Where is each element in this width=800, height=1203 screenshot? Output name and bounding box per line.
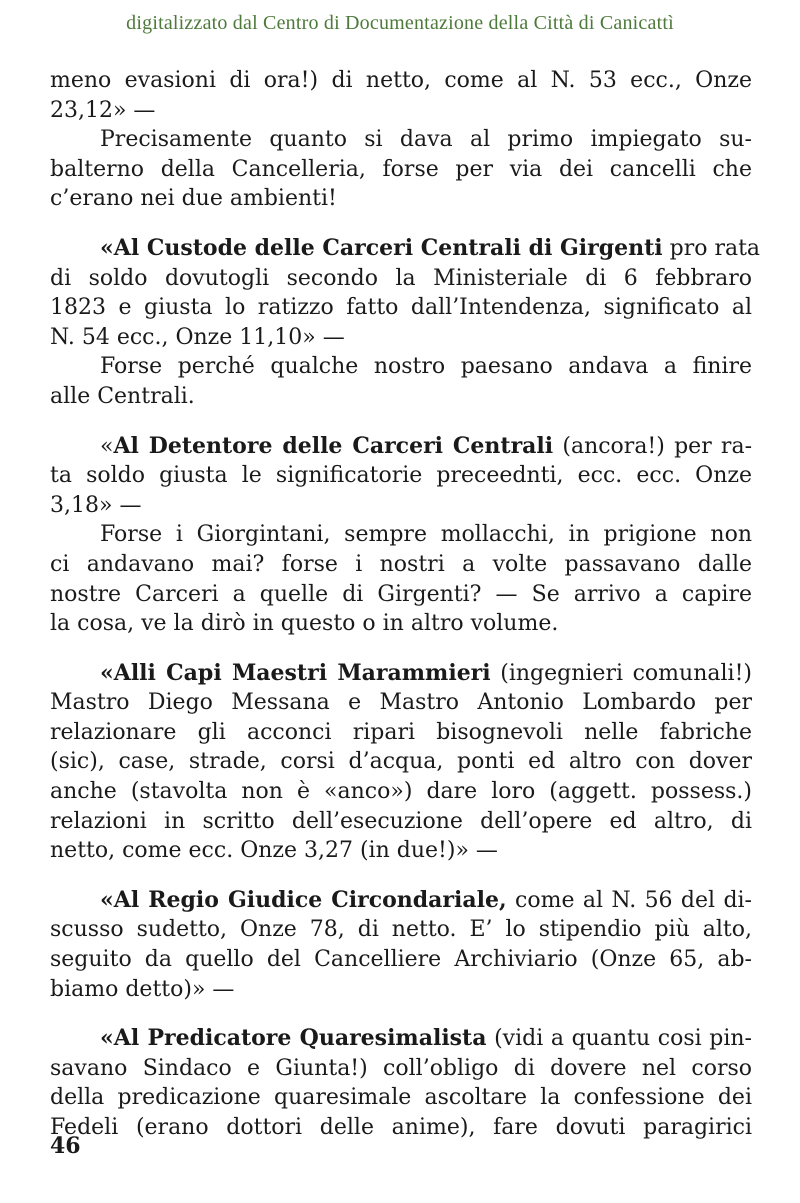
text-line: Mastro Diego Messana e Mastro Antonio Lombardo per (50, 690, 752, 716)
paragraph-2 (50, 125, 752, 214)
paragraph-gap (50, 214, 752, 234)
entry-heading: «Alli Capi Maestri Marammieri (100, 659, 491, 686)
text-line: alle Centrali. (50, 383, 195, 409)
text-line: 3,18» — (50, 492, 142, 518)
entry-heading: Al Detentore delle Carceri Centrali (113, 432, 554, 459)
text-line: ta soldo giusta le significatorie preceednti, ecc. ecc. Onze (50, 463, 752, 489)
text-line: meno evasioni di ora!) di netto, come al N. 53 ecc., Onze (50, 68, 752, 93)
entry-text: come al N. 56 del di- (506, 887, 752, 913)
text-line: anche (stavolta non è «anco») dare loro (aggett. possess.) (50, 779, 752, 805)
paragraph-7 (50, 659, 752, 866)
text-line: scusso sudetto, Onze 78, di netto. E’ lo stipendio più alto, (50, 917, 752, 943)
entry-text: (ingegnieri comunali!) (490, 660, 752, 686)
text-line: 23,12» — (50, 97, 156, 123)
entry-text: (vidi a quantu cosi pin- (486, 1026, 752, 1052)
text-line: balterno della Cancelleria, forse per via dei cancelli che (50, 156, 752, 182)
text-line: la cosa, ve la dirò in questo o in altro volume. (50, 611, 559, 637)
text-line (50, 1024, 752, 1054)
page-number: 46 (50, 1133, 81, 1159)
text-line: biamo detto)» — (50, 976, 235, 1002)
text-line: c’erano nei due ambienti! (50, 186, 337, 212)
paragraph-9 (50, 1024, 752, 1142)
text-line (50, 659, 752, 689)
text-line: netto, come ecc. Onze 3,27 (in due!)» — (50, 838, 498, 864)
text-line: Precisamente quanto si dava al primo impiegato su- (100, 127, 752, 153)
paragraph-gap (50, 639, 752, 659)
paragraph-4 (50, 352, 752, 411)
text-line (50, 886, 752, 916)
text-line: seguito da quello del Cancelliere Archiviario (Onze 65, ab- (50, 947, 752, 973)
text-line: N. 54 ecc., Onze 11,10» — (50, 324, 345, 350)
entry-heading: «Al Custode delle Carceri Centrali di Girgenti (100, 234, 663, 261)
text-line: Forse perché qualche nostro paesano andava a finire (100, 354, 752, 380)
text-line: Fedeli (erano dottori delle anime), fare dovuti paragirici (50, 1115, 752, 1140)
entry-text: pro rata (662, 235, 761, 261)
text-line: di soldo dovutogli secondo la Ministeriale di 6 febbraro (50, 265, 752, 291)
text-line: relazionare gli acconci ripari bisognevoli nelle fabriche (50, 719, 752, 745)
text-line (50, 432, 752, 462)
text-line: nostre Carceri a quelle di Girgenti? — Se arrivo a capire (50, 581, 752, 607)
text-line: savano Sindaco e Giunta!) coll’obligo di dovere nel corso (50, 1055, 752, 1081)
paragraph-gap (50, 866, 752, 886)
text-line: ci andavano mai? forse i nostri a volte passavano dalle (50, 551, 752, 577)
paragraph-8 (50, 886, 752, 1004)
entry-heading: «Al Predicatore Quaresimalista (100, 1025, 487, 1052)
paragraph-6 (50, 520, 752, 638)
paragraph-5 (50, 432, 752, 521)
text-line: (sic), case, strade, corsi d’acqua, ponti ed altro con dover (50, 749, 752, 775)
entry-heading: «Al Regio Giudice Circondariale, (100, 886, 507, 913)
entry-text: (ancora!) per ra- (553, 433, 752, 459)
page-body (50, 66, 761, 1143)
paragraph-1 (50, 66, 752, 125)
paragraph-gap (50, 1004, 752, 1024)
paragraph-gap (50, 412, 752, 432)
text-line (50, 234, 761, 264)
watermark-header: digitalizzato dal Centro di Documentazione della Città di Canicattì (126, 12, 674, 34)
entry-quote: « (100, 433, 114, 459)
text-line: della predicazione quaresimale ascoltare la confessione dei (50, 1085, 752, 1111)
paragraph-3 (50, 234, 761, 352)
text-line: relazioni in scritto dell’esecuzione dell’opere ed altro, di (50, 808, 752, 834)
text-line: Forse i Giorgintani, sempre mollacchi, in prigione non (100, 522, 752, 548)
text-line: 1823 e giusta lo ratizzo fatto dall’Intendenza, significato al (50, 295, 752, 321)
